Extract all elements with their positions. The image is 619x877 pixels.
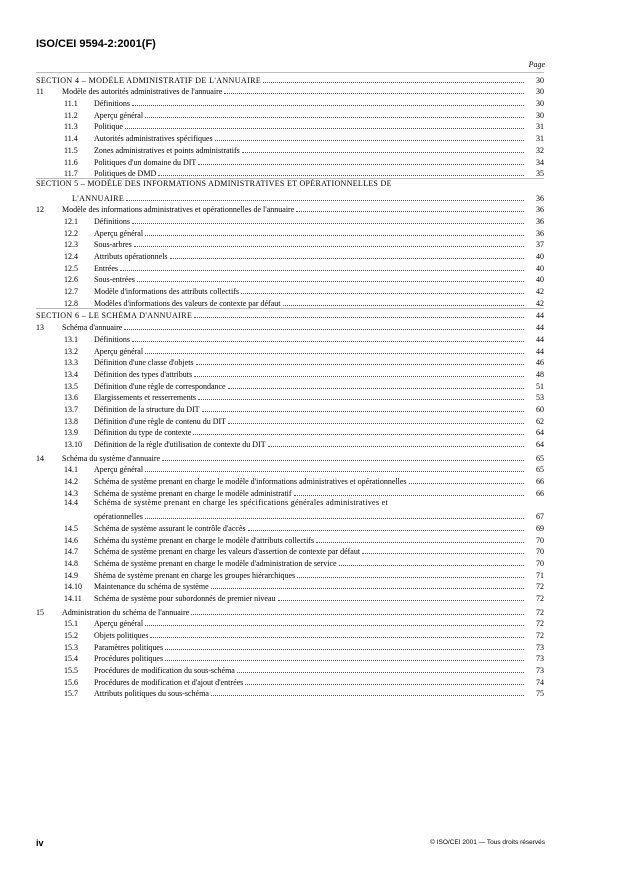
toc-entry-number: 14.1	[64, 465, 78, 475]
toc-entry-title: Définition d'une règle de contenu du DIT	[94, 416, 227, 426]
toc-entry-page: 40	[536, 252, 544, 261]
toc-leader-dots	[198, 399, 524, 400]
toc-entry-page: 69	[536, 523, 544, 533]
toc-entry-number: 11.5	[64, 145, 78, 155]
toc-entry[interactable]	[36, 402, 544, 414]
toc-entry-number: 12.8	[64, 298, 78, 308]
toc-entry-title: Attributs opérationnels	[94, 252, 168, 261]
toc-entry-title: Objets politiques	[94, 631, 149, 640]
toc-leader-dots	[241, 293, 524, 294]
toc-entry[interactable]	[36, 143, 544, 155]
toc-entry-title: Sous-arbres	[94, 240, 132, 250]
toc-entry[interactable]	[36, 367, 544, 379]
toc-entry-page: 72	[536, 593, 544, 603]
toc-leader-dots	[409, 483, 524, 484]
toc-entry-number: 14.3	[64, 488, 78, 498]
toc-entry-number: 12.3	[64, 240, 78, 250]
toc-entry[interactable]	[36, 261, 544, 273]
toc-entry-wrapped-line	[36, 498, 544, 510]
toc-entry-page: 31	[536, 134, 544, 144]
toc-entry-page: 44	[536, 334, 544, 344]
toc-entry-title: Définitions	[94, 334, 130, 344]
toc-entry[interactable]	[36, 131, 544, 143]
toc-leader-dots	[137, 281, 524, 282]
toc-entry[interactable]	[36, 591, 544, 603]
toc-entry-page: 73	[536, 654, 544, 664]
toc-leader-dots	[145, 471, 524, 472]
toc-entry[interactable]	[36, 379, 544, 391]
toc-entry-number: 14.10	[64, 582, 82, 592]
toc-leader-dots	[202, 411, 524, 412]
toc-entry-title: Schéma du système prenant en charge le modèle d'attributs collectifs	[94, 535, 315, 545]
toc-entry-number: 13.6	[64, 393, 78, 403]
toc-entry-page: 64	[536, 440, 544, 449]
toc-entry[interactable]	[36, 687, 544, 699]
toc-entry-title: Politiques d'un domaine du DIT	[94, 157, 197, 167]
toc-entry-page: 48	[536, 369, 544, 379]
toc-entry-title: Maintenance du schéma de système	[94, 582, 209, 592]
toc-entry[interactable]	[36, 155, 544, 167]
toc-entry-title: Schéma d'annuaire	[62, 323, 123, 333]
toc-entry-page: 72	[536, 582, 544, 592]
toc-entry-title: Définition des types d'attributs	[94, 369, 193, 379]
toc-entry-page: 62	[536, 416, 544, 426]
toc-entry-title: Modèle des informations administratives et opérationnelles de l'annuaire	[62, 205, 295, 215]
toc-entry-title: Schéma de système prenant en charge les valeurs d'assertion de contexte par défaut	[94, 547, 361, 557]
toc-entry-page: 72	[536, 607, 544, 617]
toc-entry-number: 11.7	[64, 169, 78, 179]
toc-entry-number: 13.5	[64, 381, 78, 391]
toc-leader-dots	[248, 530, 524, 531]
toc-entry-page: 51	[536, 381, 544, 391]
toc-entry-page: 44	[536, 346, 544, 356]
toc-entry[interactable]	[36, 463, 544, 475]
toc-entry-number: 11	[36, 87, 44, 97]
toc-entry-page: 42	[536, 298, 544, 308]
toc-entry[interactable]	[36, 238, 544, 250]
toc-entry-number: 15.1	[64, 619, 78, 629]
toc-entry-page: 42	[536, 287, 544, 297]
toc-entry-number: 11.6	[64, 157, 78, 167]
toc-entry-title: Aperçu général	[94, 228, 144, 238]
toc-entry-number: 13.4	[64, 369, 78, 379]
toc-entry-page: 36	[536, 216, 544, 226]
toc-entry-page: 71	[536, 570, 544, 580]
toc-leader-dots	[134, 246, 524, 247]
toc-entry-number: 14.5	[64, 523, 78, 533]
toc-entry-number: 15	[36, 607, 44, 617]
toc-entry-number: 13.2	[64, 346, 78, 356]
toc-entry-number: 14.9	[64, 570, 78, 580]
toc-entry[interactable]	[36, 640, 544, 652]
toc-entry-title: Administration du schéma de l'annuaire	[62, 607, 190, 617]
toc-entry-page: 44	[536, 323, 544, 333]
toc-entry-title: Définition de la règle d'utilisation de contexte du DIT	[94, 440, 266, 449]
toc-entry-number: 13.7	[64, 404, 78, 414]
toc-entry[interactable]	[36, 249, 544, 261]
toc-entry[interactable]	[36, 191, 544, 203]
toc-leader-dots	[145, 518, 524, 519]
toc-entry-number: 12.6	[64, 275, 78, 285]
toc-entry-title: Définition du type de contexte	[94, 428, 192, 438]
toc-entry-title: Modèles d'informations des valeurs de contexte par défaut	[94, 298, 281, 308]
toc-entry-number: 15.6	[64, 677, 78, 687]
toc-entry-title: Zones administratives et points administratifs	[94, 145, 240, 155]
toc-entry-page: 36	[536, 228, 544, 238]
toc-entry-page: 72	[536, 619, 544, 629]
toc-entry-page: 70	[536, 535, 544, 545]
toc-entry-page: 36	[536, 205, 544, 215]
toc-entry[interactable]	[36, 652, 544, 664]
toc-entry[interactable]	[36, 344, 544, 356]
toc-entry-page: 32	[536, 145, 544, 155]
toc-entry-title: Définitions	[94, 99, 130, 109]
toc-leader-dots	[198, 164, 524, 165]
toc-entry-title: Elargissements et resserrements	[94, 393, 197, 403]
toc-entry-title: Schéma de système prenant en charge les spécifications générales administratives et	[94, 497, 388, 507]
toc-entry-page: 73	[536, 666, 544, 676]
toc-leader-dots	[242, 152, 524, 153]
toc-entry-page: 67	[536, 512, 544, 522]
toc-leader-dots	[193, 434, 524, 435]
toc-leader-dots	[228, 388, 524, 389]
toc-entry-page: 74	[536, 677, 544, 687]
toc-entry-title: SECTION 4 – MODÈLE ADMINISTRATIF DE L'ANNUAIRE	[36, 75, 262, 85]
toc-entry-number: 14.4	[64, 497, 78, 507]
toc-entry-page: 40	[536, 263, 544, 273]
toc-entry-page: 35	[536, 169, 544, 179]
toc-entry-number: 15.4	[64, 654, 78, 664]
toc-entry-title: Schéma de système prenant en charge le modèle d'informations administratives et opérationnelles	[94, 477, 407, 487]
toc-entry-number: 13.8	[64, 416, 78, 426]
toc-leader-dots	[268, 446, 524, 447]
toc-entry[interactable]	[36, 332, 544, 344]
toc-entry-title: Schéma de système assurant le contrôle d'accès	[94, 523, 246, 533]
toc-entry[interactable]	[36, 617, 544, 629]
toc-entry-title: Autorités administratives spécifiques	[94, 134, 213, 144]
toc-leader-dots	[297, 577, 524, 578]
toc-entry-page: 73	[536, 642, 544, 652]
toc-entry-title: Aperçu général	[94, 346, 144, 356]
toc-leader-dots	[150, 637, 524, 638]
toc-entry[interactable]	[36, 120, 544, 132]
toc-entry-page: 60	[536, 404, 544, 414]
toc-entry[interactable]	[36, 226, 544, 238]
toc-entry[interactable]	[36, 85, 544, 97]
toc-entry-page: 30	[536, 110, 544, 120]
toc-entry-number: 15.2	[64, 631, 78, 640]
toc-leader-dots	[294, 495, 524, 496]
toc-entry-number: 14.11	[64, 593, 82, 603]
toc-entry[interactable]	[36, 486, 544, 498]
toc-leader-dots	[126, 200, 524, 201]
toc-leader-dots	[125, 128, 524, 129]
toc-entry-title: Définition d'une règle de correspondance	[94, 381, 226, 391]
toc-entry[interactable]	[36, 580, 544, 592]
toc-leader-dots	[194, 317, 524, 318]
toc-entry-title: Paramètres politiques	[94, 642, 164, 652]
toc-leader-dots	[362, 553, 524, 554]
toc-entry-page: 37	[536, 240, 544, 250]
table-of-contents	[36, 72, 544, 698]
toc-entry[interactable]	[36, 356, 544, 368]
toc-entry-title: Modèle des autorités administratives de l'annuaire	[62, 87, 223, 97]
toc-entry-number: 15.3	[64, 642, 78, 652]
toc-leader-dots	[278, 600, 524, 601]
toc-entry-wrapped-line	[36, 178, 544, 191]
toc-entry-title: Procédures politiques	[94, 654, 164, 664]
toc-leader-dots	[124, 329, 524, 330]
toc-entry-title: Procédures de modification et d'ajout d'entrées	[94, 677, 244, 687]
toc-entry[interactable]	[36, 391, 544, 403]
toc-entry-number: 12.7	[64, 287, 78, 297]
toc-entry-number: 13	[36, 323, 44, 333]
toc-leader-dots	[145, 235, 524, 236]
toc-entry[interactable]	[36, 568, 544, 580]
toc-leader-dots	[224, 93, 524, 94]
toc-leader-dots	[165, 649, 524, 650]
toc-entry[interactable]	[36, 521, 544, 533]
toc-entry[interactable]	[36, 214, 544, 226]
toc-leader-dots	[228, 423, 524, 424]
toc-entry-page: 70	[536, 558, 544, 568]
toc-leader-dots	[339, 565, 524, 566]
toc-leader-dots	[283, 305, 525, 306]
toc-entry-page: 40	[536, 275, 544, 285]
toc-entry-title: Aperçu général	[94, 465, 144, 475]
toc-entry-title: Shéma de système prenant en charge les groupes hiérarchiques	[94, 570, 296, 580]
toc-entry-number: 11.2	[64, 110, 78, 120]
toc-leader-dots	[215, 140, 524, 141]
toc-leader-dots	[120, 270, 524, 271]
toc-leader-dots	[245, 684, 524, 685]
toc-entry-title: Définitions	[94, 216, 130, 226]
toc-entry-page: 66	[536, 488, 544, 498]
page-number: iv	[36, 838, 44, 848]
toc-entry-number: 12.4	[64, 252, 78, 261]
toc-entry[interactable]	[36, 203, 544, 215]
toc-entry[interactable]	[36, 284, 544, 296]
toc-entry-title: Aperçu général	[94, 110, 144, 120]
toc-leader-dots	[316, 542, 524, 543]
toc-entry-page: 75	[536, 689, 544, 699]
toc-entry-page: 65	[536, 453, 544, 463]
toc-entry-title: Sous-entrées	[94, 275, 135, 285]
toc-entry-number: 13.9	[64, 428, 78, 438]
toc-leader-dots	[194, 376, 524, 377]
toc-entry-page: 30	[536, 99, 544, 109]
toc-leader-dots	[145, 117, 524, 118]
toc-entry-page: 66	[536, 477, 544, 487]
toc-entry[interactable]	[36, 675, 544, 687]
toc-entry-page: 34	[536, 157, 544, 167]
toc-entry-number: 13.10	[64, 440, 82, 449]
toc-entry-page: 44	[536, 311, 544, 321]
toc-leader-dots	[162, 460, 524, 461]
toc-leader-dots	[132, 223, 524, 224]
toc-entry[interactable]	[36, 474, 544, 486]
toc-leader-dots	[296, 211, 524, 212]
toc-entry[interactable]	[36, 451, 544, 463]
toc-leader-dots	[158, 175, 524, 176]
toc-entry-number: 15.5	[64, 666, 78, 676]
toc-entry[interactable]	[36, 628, 544, 640]
toc-entry-title: Aperçu général	[94, 619, 144, 629]
toc-entry-title: Modèle d'informations des attributs collectifs	[94, 287, 239, 297]
toc-entry-number: 15.7	[64, 689, 78, 699]
toc-leader-dots	[132, 341, 524, 342]
toc-leader-dots	[196, 364, 524, 365]
toc-entry[interactable]	[36, 426, 544, 438]
toc-entry-title: Définition d'une classe d'objets	[94, 358, 194, 368]
toc-entry-page: 65	[536, 465, 544, 475]
toc-leader-dots	[211, 695, 524, 696]
toc-entry[interactable]	[36, 296, 544, 308]
copyright-notice: © ISO/CEI 2001 — Tous droits réservés	[430, 839, 545, 846]
toc-entry[interactable]	[36, 605, 544, 617]
toc-entry[interactable]	[36, 437, 544, 449]
toc-entry-number: 13.3	[64, 358, 78, 368]
toc-entry-number: 14	[36, 453, 44, 463]
toc-entry-title: SECTION 5 – MODÈLE DES INFORMATIONS ADMINISTRATIVES ET OPÉRATIONNELLES DE	[36, 179, 392, 189]
toc-entry	[36, 509, 544, 521]
toc-entry-title: Procédures de modification du sous-schéma	[94, 666, 235, 676]
toc-entry-number: 11.3	[64, 122, 78, 132]
toc-entry[interactable]	[36, 556, 544, 568]
toc-entry-page: 53	[536, 393, 544, 403]
toc-entry-title: Schéma de système pour subordonnés de premier niveau	[94, 593, 276, 603]
toc-leader-dots	[165, 660, 524, 661]
toc-entry-title: opérationnelles	[94, 512, 143, 522]
document-header: ISO/CEI 9594-2:2001(F)	[36, 38, 156, 50]
toc-leader-dots	[132, 105, 524, 106]
toc-leader-dots	[211, 588, 524, 589]
toc-entry-title: Schéma du système d'annuaire	[62, 453, 161, 463]
toc-entry[interactable]	[36, 320, 544, 332]
toc-entry-number: 12.2	[64, 228, 78, 238]
toc-entry-page: 36	[536, 193, 544, 203]
toc-entry-number: 13.1	[64, 334, 78, 344]
toc-entry-page: 46	[536, 358, 544, 368]
toc-entry[interactable]	[36, 663, 544, 675]
toc-entry-number: 12.1	[64, 216, 78, 226]
toc-entry[interactable]	[36, 545, 544, 557]
toc-entry-number: 14.2	[64, 477, 78, 487]
toc-entry[interactable]	[36, 414, 544, 426]
toc-leader-dots	[191, 614, 524, 615]
toc-entry-title: Schéma de système prenant en charge le modèle administratif	[94, 488, 292, 498]
toc-entry[interactable]	[36, 96, 544, 108]
page-column-label: Page	[528, 60, 545, 69]
toc-entry-page: 72	[536, 631, 544, 640]
toc-entry-title: Entrées	[94, 263, 118, 273]
toc-entry-number: 11.1	[64, 99, 78, 109]
toc-entry-title: L'ANNUAIRE	[72, 193, 125, 203]
toc-entry[interactable]	[36, 533, 544, 545]
toc-entry-title: SECTION 6 – LE SCHÉMA D'ANNUAIRE	[36, 311, 193, 321]
toc-entry-title: Schéma de système prenant en charge le modèle d'administration de service	[94, 558, 337, 568]
toc-entry-page: 31	[536, 122, 544, 132]
toc-entry-number: 14.8	[64, 558, 78, 568]
toc-entry[interactable]	[36, 108, 544, 120]
toc-entry-number: 11.4	[64, 134, 78, 144]
toc-leader-dots	[145, 625, 524, 626]
toc-entry-title: Politiques de DMD	[94, 169, 157, 179]
toc-leader-dots	[263, 82, 524, 83]
toc-entry-number: 14.7	[64, 547, 78, 557]
toc-entry-page: 30	[536, 87, 544, 97]
toc-entry-number: 12	[36, 205, 44, 215]
toc-leader-dots	[170, 258, 524, 259]
toc-entry-page: 64	[536, 428, 544, 438]
toc-entry[interactable]	[36, 308, 544, 321]
toc-entry-title: Politique	[94, 122, 123, 132]
toc-entry-number: 14.6	[64, 535, 78, 545]
toc-entry-title: Définition de la structure du DIT	[94, 404, 200, 414]
toc-leader-dots	[237, 672, 524, 673]
toc-entry-page: 30	[536, 75, 544, 85]
toc-entry[interactable]	[36, 273, 544, 285]
toc-entry-number: 12.5	[64, 263, 78, 273]
toc-entry-title: Attributs politiques du sous-schéma	[94, 689, 209, 699]
toc-entry[interactable]	[36, 72, 544, 85]
toc-entry-page: 70	[536, 547, 544, 557]
toc-entry[interactable]	[36, 167, 544, 179]
toc-leader-dots	[145, 353, 524, 354]
